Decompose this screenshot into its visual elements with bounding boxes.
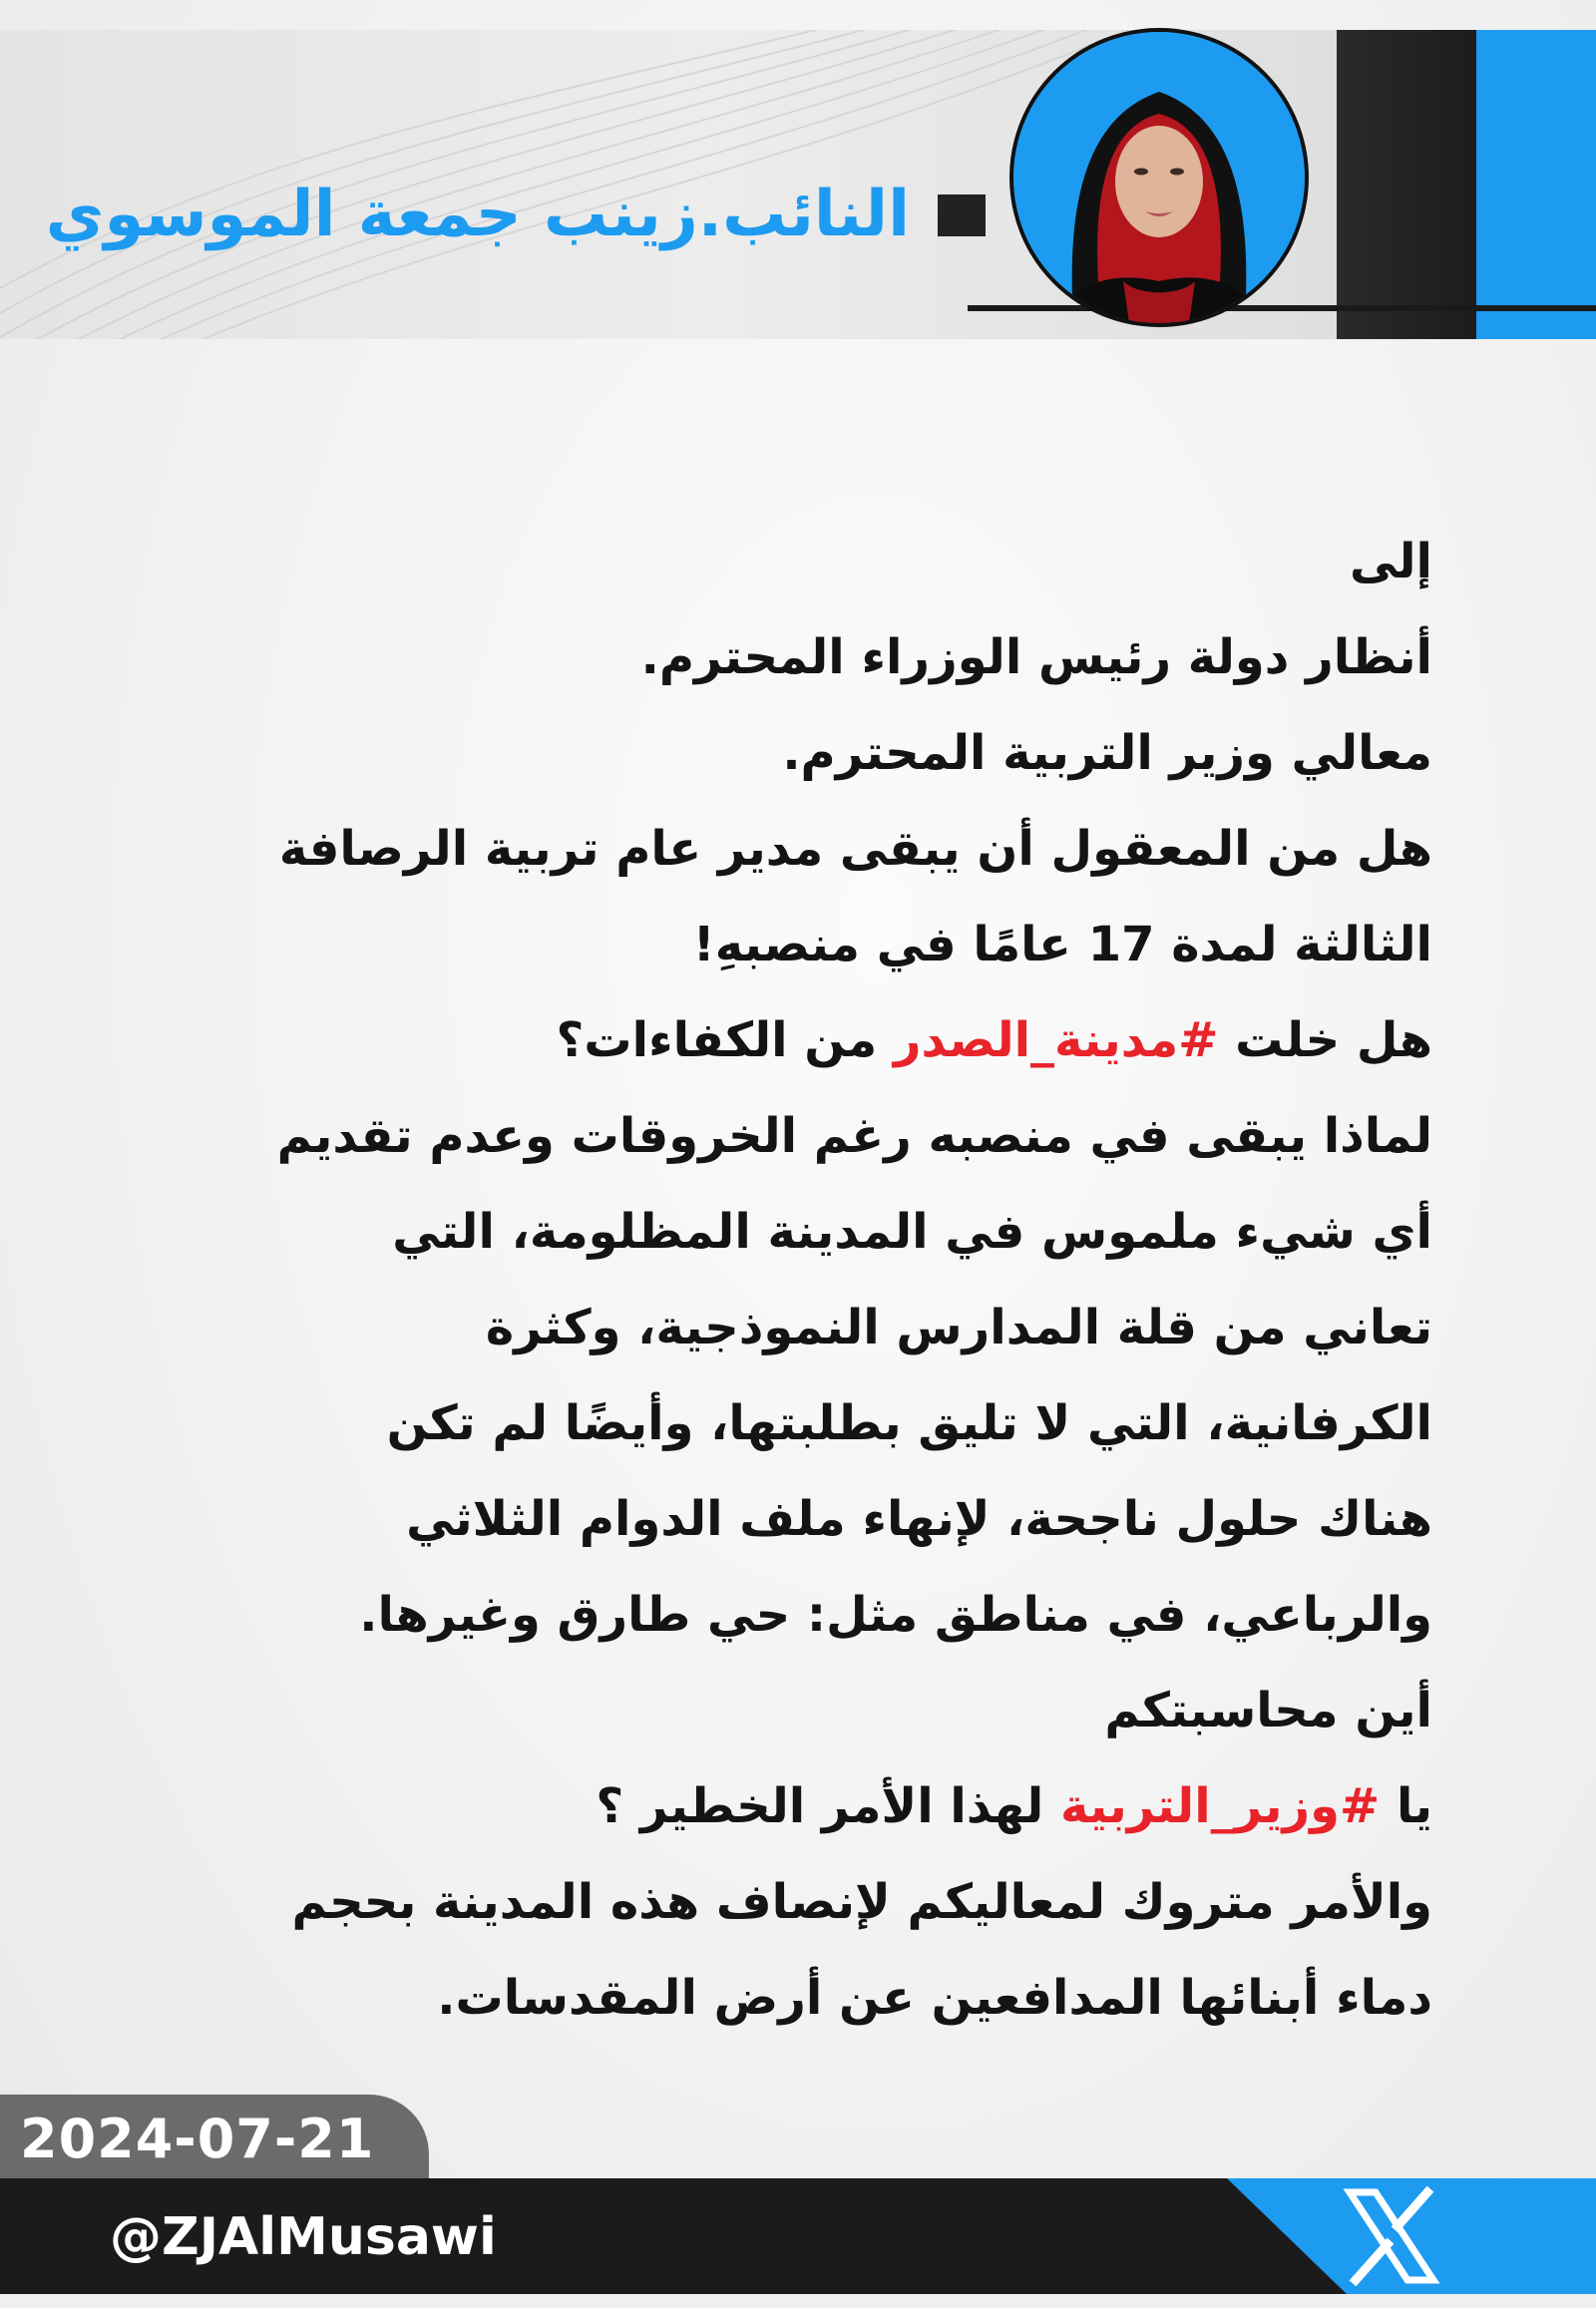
hashtag-education-minister[interactable]: #وزير_التربية (1060, 1778, 1381, 1834)
question-line-minister (200, 1758, 1432, 1854)
letter-line: دماء أبنائها المدافعين عن أرض المقدسات. (437, 1970, 1432, 2026)
author-name: النائب.زينب جمعة الموسوي (45, 178, 910, 251)
letter-line: الكرفانية، التي لا تليق بطلبتها، وأيضًا لم تكن (386, 1395, 1432, 1451)
question-text: لهذا الأمر الخطير ؟ (596, 1778, 1044, 1834)
account-handle[interactable]: @ZJAlMusawi (110, 2207, 497, 2267)
letter-line: أنظار دولة رئيس الوزراء المحترم. (640, 629, 1432, 685)
question-text: يا (1396, 1778, 1432, 1834)
portrait-photo (1013, 32, 1305, 323)
question-text: من الكفاءات؟ (556, 1012, 878, 1068)
letter-line: أي شيء ملموس في المدينة المظلومة، التي (392, 1204, 1432, 1260)
letter-line: والرباعي، في مناطق مثل: حي طارق وغيرها. (359, 1587, 1432, 1643)
footer-bottom-strip (0, 2294, 1596, 2308)
header-blue-block (1476, 30, 1596, 339)
letter-line: معالي وزير التربية المحترم. (782, 725, 1432, 781)
letter-line: الثالثة لمدة 17 عامًا في منصبهِ! (692, 917, 1432, 972)
letter-line: تعاني من قلة المدارس النموذجية، وكثرة (485, 1300, 1432, 1355)
letter-line: والأمر متروك لمعاليكم لإنصاف هذه المدينة بحجم (291, 1874, 1432, 1930)
question-text: هل خلت (1235, 1012, 1432, 1068)
letter-line: هل من المعقول أن يبقى مدير عام تربية الرصافة (278, 821, 1432, 877)
name-bullet-square (938, 194, 986, 236)
question-line-city (200, 992, 1432, 1088)
letter-body (200, 514, 1432, 2046)
post-date: 2024-07-21 (20, 2108, 375, 2170)
x-logo-icon[interactable] (1342, 2186, 1441, 2286)
hashtag-sadr-city[interactable]: #مدينة_الصدر (893, 1012, 1219, 1068)
avatar (1009, 28, 1309, 327)
letter-line: أين محاسبتكم (1104, 1683, 1432, 1738)
letter-line: لماذا يبقى في منصبه رغم الخروقات وعدم تقديم (276, 1108, 1432, 1164)
letter-line: هناك حلول ناجحة، لإنهاء ملف الدوام الثلاثي (406, 1491, 1432, 1547)
letter-line: إلى (1349, 534, 1432, 589)
